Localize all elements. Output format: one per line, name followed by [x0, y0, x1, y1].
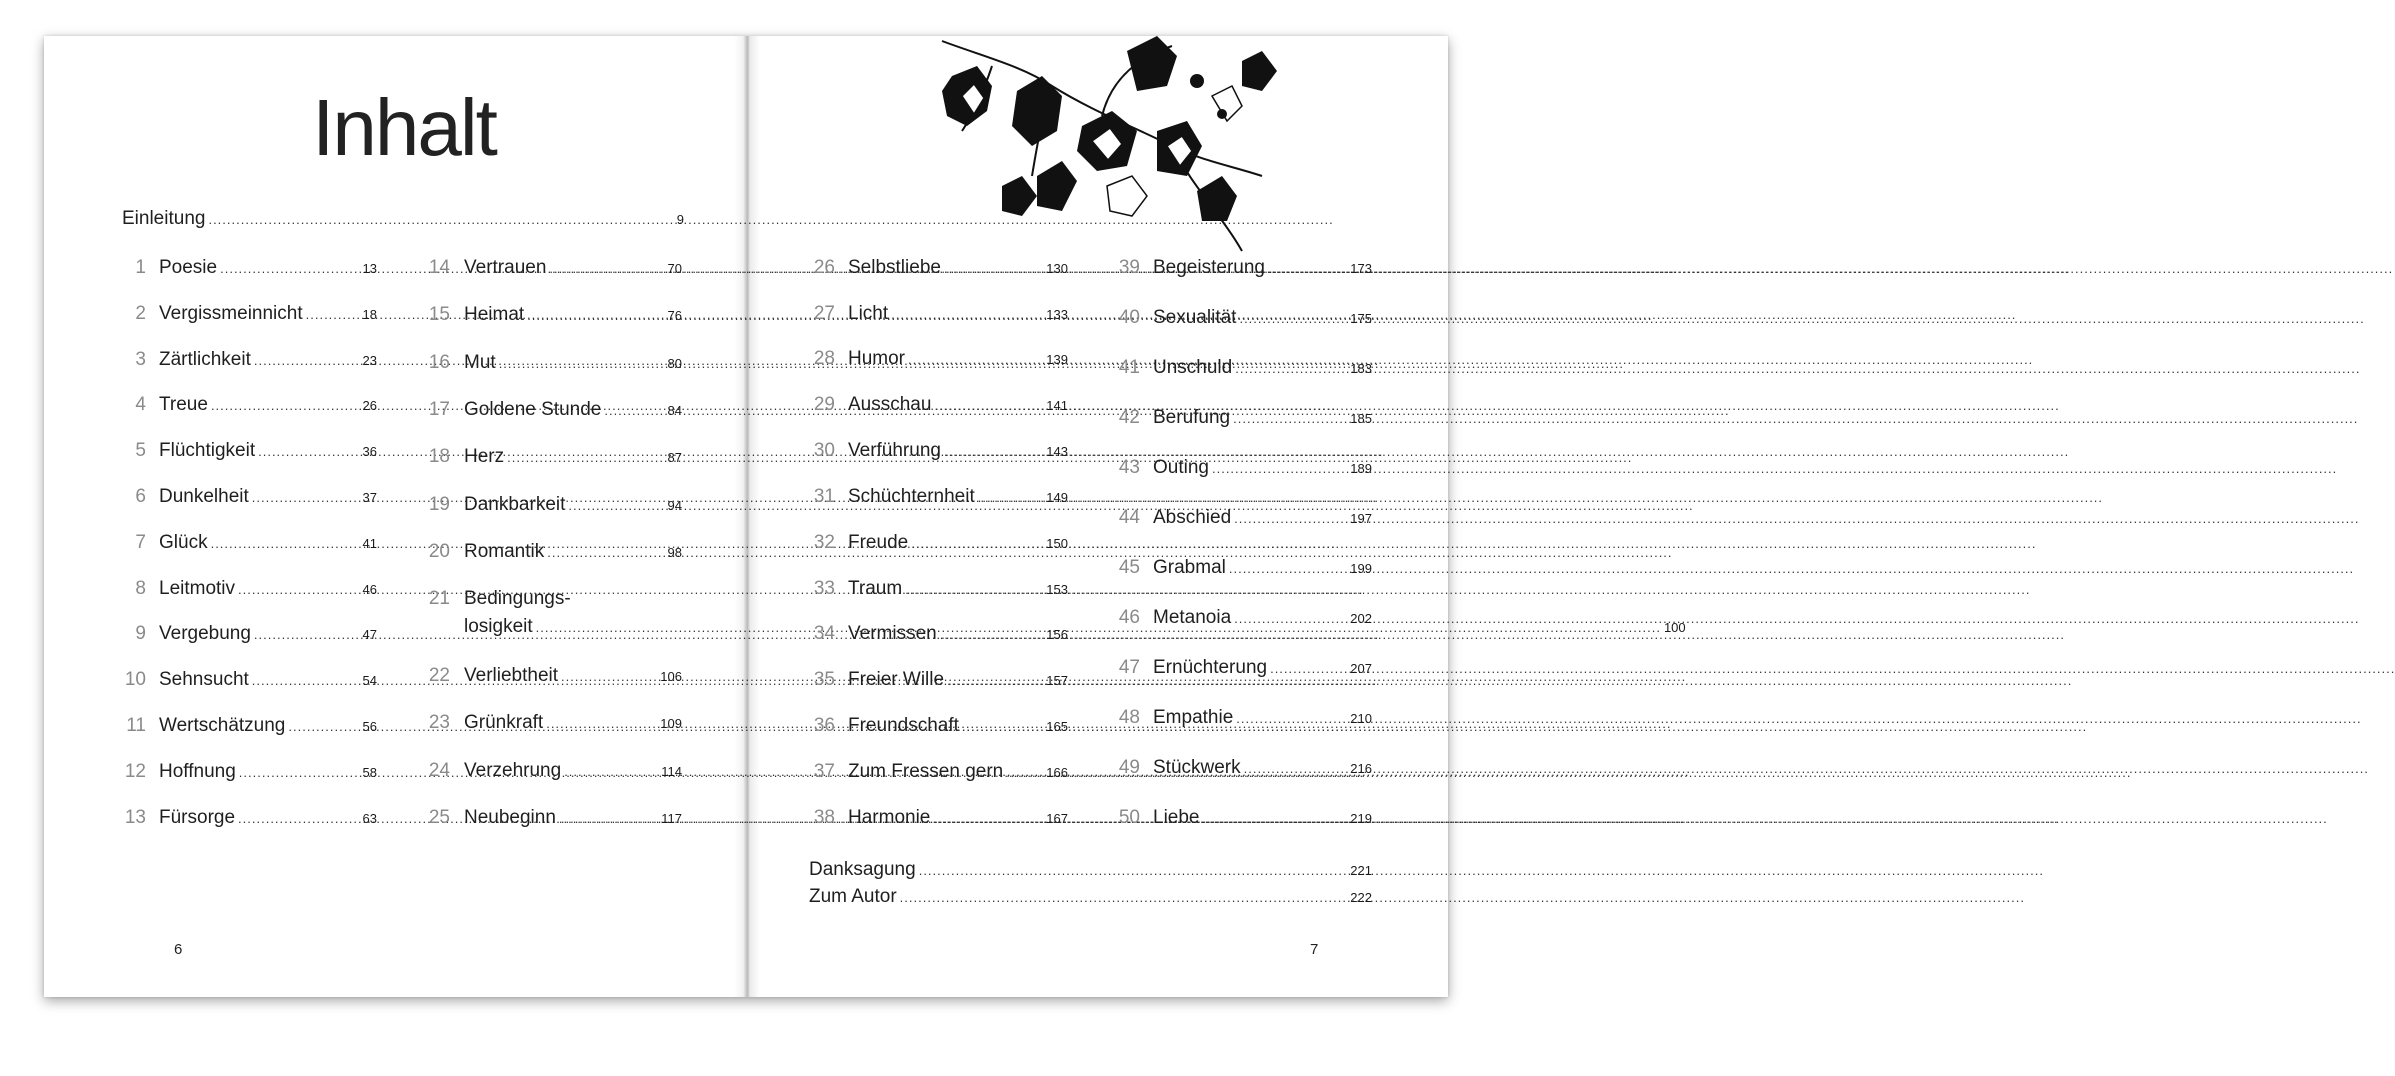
toc-entry [809, 669, 1068, 691]
toc-entry [122, 440, 377, 462]
entry-label-line1: Bedingungs- [464, 588, 571, 609]
dot-leader [252, 490, 360, 505]
entry-page: 167 [1046, 811, 1068, 826]
toc-entry [424, 446, 682, 468]
entry-page: 133 [1046, 307, 1068, 322]
entry-label: Liebe [1153, 807, 1200, 828]
entry-page: 165 [1046, 719, 1068, 734]
entry-label: Fürsorge [159, 807, 236, 828]
entry-number: 18 [428, 446, 450, 467]
entry-page: 98 [667, 545, 682, 560]
toc-entry [809, 486, 1068, 508]
entry-page: 87 [667, 450, 682, 465]
toc-entry [122, 394, 377, 416]
entry-number: 33 [813, 578, 835, 599]
toc-entry [122, 257, 377, 279]
ivy-illustration-icon [942, 36, 1292, 256]
entry-number: 24 [428, 760, 450, 781]
dot-leader [288, 719, 359, 734]
entry-page: 63 [362, 811, 377, 826]
entry-number: 35 [813, 669, 835, 690]
toc-entry [809, 578, 1068, 600]
toc-entry [1114, 507, 1372, 529]
entry-number: 32 [813, 532, 835, 553]
toc-entry [1114, 457, 1372, 479]
entry-number: 42 [1118, 407, 1140, 428]
entry-number: 40 [1118, 307, 1140, 328]
entry-label: Ausschau [848, 394, 932, 415]
entry-label: Berufung [1153, 407, 1231, 428]
toc-entry [424, 494, 682, 516]
entry-page: 117 [661, 811, 682, 826]
entry-page: 189 [1350, 461, 1372, 476]
toc-entry [809, 715, 1068, 737]
toc-entry [122, 623, 377, 645]
entry-page: 221 [1350, 863, 1372, 878]
entry-label: Zum Fressen gern [848, 761, 1004, 782]
entry-label: Freier Wille [848, 669, 945, 690]
entry-label: Herz [464, 446, 505, 467]
entry-number: 26 [813, 257, 835, 278]
entry-label-line2: losigkeit [464, 616, 533, 637]
entry-page: 70 [667, 261, 682, 276]
dot-leader [940, 627, 1044, 642]
entry-page: 219 [1350, 811, 1372, 826]
entry-label: Stückwerk [1153, 757, 1241, 778]
entry-page: 54 [362, 673, 377, 688]
entry-page: 143 [1046, 444, 1068, 459]
toc-entry [122, 669, 377, 691]
entry-label: Verzehrung [464, 760, 562, 781]
dot-leader [254, 353, 360, 368]
entry-page: 207 [1350, 661, 1372, 676]
entry-page: 46 [362, 582, 377, 597]
dot-leader [911, 536, 1043, 551]
page-number-right: 7 [1310, 941, 1319, 958]
entry-label: Abschied [1153, 507, 1232, 528]
dot-leader [546, 716, 657, 731]
entry-label: Verliebtheit [464, 665, 559, 686]
toc-entry [1114, 807, 1372, 829]
entry-number: 25 [428, 807, 450, 828]
entry-number: 43 [1118, 457, 1140, 478]
toc-entry [1114, 557, 1372, 579]
toc-entry [424, 352, 682, 374]
entry-label: Wertschätzung [159, 715, 286, 736]
entry-number: 20 [428, 541, 450, 562]
entry-number: 49 [1118, 757, 1140, 778]
dot-leader [252, 673, 360, 688]
dot-leader [211, 398, 360, 413]
entry-label: Vergebung [159, 623, 251, 644]
entry-page: 84 [667, 403, 682, 418]
entry-label: Einleitung [122, 208, 206, 229]
entry-page: 13 [362, 261, 377, 276]
entry-number: 34 [813, 623, 835, 644]
entry-page: 175 [1350, 311, 1372, 326]
entry-number: 47 [1118, 657, 1140, 678]
toc-entry [122, 532, 377, 554]
entry-page: 80 [667, 356, 682, 371]
entry-page: 153 [1046, 582, 1068, 597]
dot-leader [564, 764, 658, 779]
toc-entry [122, 578, 377, 600]
page-number-left: 6 [174, 941, 183, 958]
entry-page: 9 [676, 212, 684, 227]
entry-page: 197 [1350, 511, 1372, 526]
entry-page: 216 [1350, 761, 1372, 776]
toc-entry [809, 348, 1068, 370]
dot-leader [919, 863, 1348, 878]
toc-entry [1114, 707, 1372, 729]
toc-entry [809, 303, 1068, 325]
toc-entry [1114, 257, 1372, 279]
toc-entry [809, 623, 1068, 645]
entry-label: Poesie [159, 257, 218, 278]
entry-label: Outing [1153, 457, 1209, 478]
entry-label: Humor [848, 348, 906, 369]
entry-label: Licht [848, 303, 889, 324]
toc-entry [809, 807, 1068, 829]
dot-leader [934, 398, 1043, 413]
entry-page: 185 [1350, 411, 1372, 426]
toc-entry [809, 532, 1068, 554]
toc-entry [424, 257, 682, 279]
dot-leader [238, 811, 360, 826]
dot-leader [905, 582, 1043, 597]
entry-number: 23 [428, 712, 450, 733]
dot-leader [1212, 461, 1347, 476]
entry-label: Flüchtigkeit [159, 440, 256, 461]
entry-number: 27 [813, 303, 835, 324]
toc-entry [122, 715, 377, 737]
entry-label: Harmonie [848, 807, 931, 828]
entry-page: 183 [1350, 361, 1372, 376]
entry-number: 16 [428, 352, 450, 373]
entry-number: 3 [135, 349, 146, 370]
toc-entry [1114, 657, 1372, 679]
dot-leader [211, 536, 360, 551]
entry-label: Mut [464, 352, 496, 373]
entry-page: 109 [660, 716, 682, 731]
entry-number: 6 [135, 486, 146, 507]
entry-label: Schüchternheit [848, 486, 975, 507]
entry-page: 202 [1350, 611, 1372, 626]
entry-page: 58 [362, 765, 377, 780]
entry-page: 199 [1350, 561, 1372, 576]
dot-leader [1236, 711, 1347, 726]
toc-entry [1114, 607, 1372, 629]
entry-number: 22 [428, 665, 450, 686]
entry-label: Freude [848, 532, 909, 553]
entry-label: Begeisterung [1153, 257, 1265, 278]
dot-leader [933, 811, 1043, 826]
entry-label: Vergissmeinnicht [159, 303, 303, 324]
entry-page: 166 [1046, 765, 1068, 780]
dot-leader [1270, 661, 1347, 676]
entry-number: 41 [1118, 357, 1140, 378]
entry-label: Heimat [464, 304, 525, 325]
entry-page: 37 [362, 490, 377, 505]
entry-number: 1 [135, 257, 146, 278]
entry-page: 139 [1046, 352, 1068, 367]
toc-entry [424, 399, 682, 421]
entry-page: 18 [362, 307, 377, 322]
entry-number: 29 [813, 394, 835, 415]
toc-entry [809, 257, 1068, 279]
dot-leader [962, 719, 1043, 734]
entry-label: Vertrauen [464, 257, 547, 278]
toc-entry [809, 440, 1068, 462]
toc-entry [424, 665, 682, 687]
entry-label: Freundschaft [848, 715, 959, 736]
entry-number: 15 [428, 304, 450, 325]
entry-label: Dankbarkeit [464, 494, 566, 515]
entry-page: 41 [362, 536, 377, 551]
toc-entry [809, 394, 1068, 416]
entry-number: 7 [135, 532, 146, 553]
entry-page: 130 [1046, 261, 1068, 276]
entry-label: Metanoia [1153, 607, 1232, 628]
entry-label: Vermissen [848, 623, 937, 644]
right-page [747, 36, 1448, 997]
dot-leader [1244, 761, 1348, 776]
entry-label: Unschuld [1153, 357, 1233, 378]
entry-number: 13 [124, 807, 146, 828]
entry-page: 47 [362, 627, 377, 642]
entry-number: 9 [135, 623, 146, 644]
entry-number: 30 [813, 440, 835, 461]
dot-leader [547, 545, 664, 560]
dot-leader [220, 261, 359, 276]
dot-leader [1234, 511, 1347, 526]
dot-leader [238, 582, 360, 597]
dot-leader [1239, 311, 1347, 326]
page-title: Inhalt [312, 83, 496, 172]
entry-page: 222 [1350, 890, 1372, 905]
entry-number: 31 [813, 486, 835, 507]
entry-label: Selbstliebe [848, 257, 941, 278]
entry-page: 141 [1046, 398, 1068, 413]
entry-page: 56 [362, 719, 377, 734]
toc-entry [122, 303, 377, 325]
toc-entry [424, 712, 682, 734]
dot-leader [900, 890, 1348, 905]
toc-entry [424, 541, 682, 563]
dot-leader [1234, 611, 1347, 626]
toc-entry [1114, 757, 1372, 779]
book-spread [44, 36, 1686, 997]
dot-leader [306, 307, 360, 322]
entry-number: 4 [135, 394, 146, 415]
dot-leader [561, 669, 657, 684]
toc-entry [424, 807, 682, 829]
dot-leader [1268, 261, 1347, 276]
dot-leader [978, 490, 1044, 505]
toc-entry [809, 761, 1068, 783]
dot-leader [239, 765, 360, 780]
entry-number: 28 [813, 348, 835, 369]
entry-label: Leitmotiv [159, 578, 236, 599]
entry-page: 106 [660, 669, 682, 684]
entry-page: 100 [1663, 620, 1686, 635]
toc-entry [1114, 407, 1372, 429]
dot-leader [254, 627, 360, 642]
entry-number: 50 [1118, 807, 1140, 828]
entry-label: Empathie [1153, 707, 1234, 728]
toc-entry [1114, 357, 1372, 379]
entry-page: 150 [1046, 536, 1068, 551]
toc-entry-intro [122, 208, 684, 230]
dot-leader [1229, 561, 1347, 576]
dot-leader [908, 352, 1043, 367]
entry-page: 149 [1046, 490, 1068, 505]
entry-label: Glück [159, 532, 208, 553]
entry-page: 114 [661, 764, 682, 779]
dot-leader [568, 498, 664, 513]
entry-number: 10 [124, 669, 146, 690]
dot-leader [527, 308, 664, 323]
entry-page: 94 [667, 498, 682, 513]
entry-number: 17 [428, 399, 450, 420]
entry-label: Goldene Stunde [464, 399, 602, 420]
entry-number: 39 [1118, 257, 1140, 278]
entry-label: Ernüchterung [1153, 657, 1268, 678]
toc-entry [122, 486, 377, 508]
dot-leader [1203, 811, 1348, 826]
entry-page: 156 [1046, 627, 1068, 642]
toc-entry [122, 807, 377, 829]
dot-leader [499, 356, 665, 371]
entry-page: 26 [362, 398, 377, 413]
entry-number: 2 [135, 303, 146, 324]
dot-leader [1233, 411, 1347, 426]
dot-leader [944, 444, 1043, 459]
entry-number: 45 [1118, 557, 1140, 578]
entry-number: 14 [428, 257, 450, 278]
dot-leader [1235, 361, 1347, 376]
dot-leader [947, 673, 1043, 688]
dot-leader [549, 261, 664, 276]
toc-entry [1114, 307, 1372, 329]
dot-leader [208, 212, 673, 227]
entry-number: 37 [813, 761, 835, 782]
entry-number: 38 [813, 807, 835, 828]
dot-leader [944, 261, 1043, 276]
entry-number: 8 [135, 578, 146, 599]
entry-number: 36 [813, 715, 835, 736]
dot-leader [258, 444, 359, 459]
entry-label: Grabmal [1153, 557, 1226, 578]
toc-entry [424, 760, 682, 782]
entry-label: Traum [848, 578, 903, 599]
entry-label: Danksagung [809, 859, 916, 880]
entry-label: Neubeginn [464, 807, 556, 828]
entry-label: Verführung [848, 440, 941, 461]
entry-label: Zärtlichkeit [159, 349, 251, 370]
entry-number: 44 [1118, 507, 1140, 528]
entry-page: 23 [362, 353, 377, 368]
entry-label: Romantik [464, 541, 545, 562]
entry-page: 210 [1350, 711, 1372, 726]
entry-label: Treue [159, 394, 208, 415]
toc-entry-zum-autor [809, 886, 1372, 908]
entry-number: 5 [135, 440, 146, 461]
entry-label: Sehnsucht [159, 669, 249, 690]
entry-page: 36 [362, 444, 377, 459]
entry-page: 76 [667, 308, 682, 323]
entry-page: 157 [1046, 673, 1068, 688]
entry-number: 11 [126, 715, 146, 736]
toc-entry [424, 304, 682, 326]
dot-leader [507, 450, 664, 465]
entry-number: 46 [1118, 607, 1140, 628]
entry-label: Dunkelheit [159, 486, 249, 507]
dot-leader [1006, 765, 1043, 780]
entry-label: Sexualität [1153, 307, 1237, 328]
dot-leader [559, 811, 658, 826]
entry-label: Zum Autor [809, 886, 897, 907]
entry-number: 21 [428, 588, 450, 609]
entry-number: 12 [124, 761, 146, 782]
entry-page: 173 [1350, 261, 1372, 276]
entry-number: 48 [1118, 707, 1140, 728]
entry-label: Hoffnung [159, 761, 236, 782]
toc-entry-danksagung [809, 859, 1372, 881]
toc-entry [122, 349, 377, 371]
toc-entry [122, 761, 377, 783]
dot-leader [891, 307, 1043, 322]
dot-leader [604, 403, 664, 418]
entry-number: 19 [428, 494, 450, 515]
entry-label: Grünkraft [464, 712, 544, 733]
